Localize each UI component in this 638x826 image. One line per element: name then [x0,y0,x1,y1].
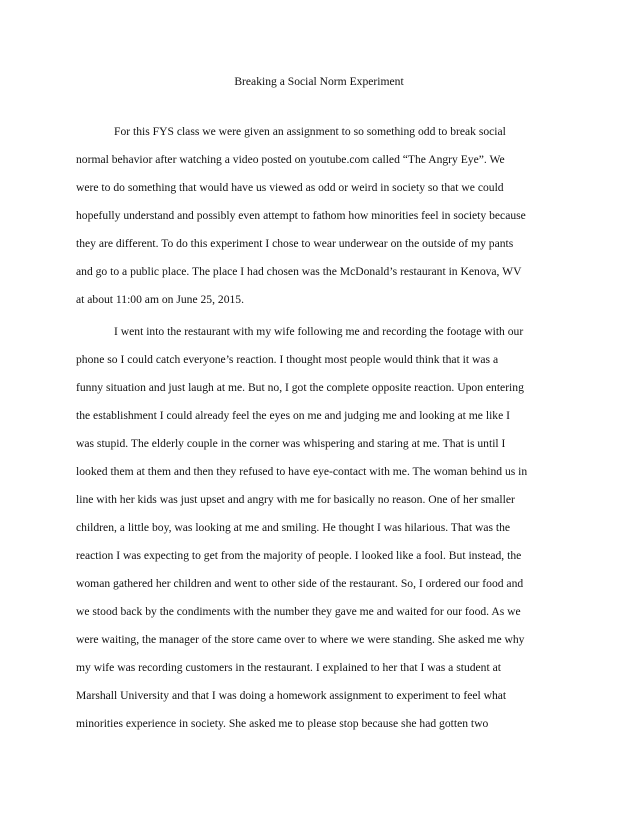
paragraph-2-line-14: Marshall University and that I was doing a homework assignment to experiment to feel what [76,689,507,702]
paragraph-2-line-2: phone so I could catch everyone’s reaction. I thought most people would think that it was a [76,353,499,366]
paragraph-1-line-7: at about 11:00 am on June 25, 2015. [76,293,244,306]
paragraph-2-line-10: woman gathered her children and went to other side of the restaurant. So, I ordered our food and [76,577,524,590]
paragraph-2-line-7: line with her kids was just upset and angry with me for basically no reason. One of her smaller [76,493,515,506]
paragraph-1-line-2: normal behavior after watching a video posted on youtube.com called “The Angry Eye”. We [76,153,505,166]
paragraph-2-line-11: we stood back by the condiments with the number they gave me and waited for our food. As we [76,605,521,618]
paragraph-2-line-8: children, a little boy, was looking at me and smiling. He thought I was hilarious. That was the [76,521,511,534]
paragraph-2-line-6: looked them at them and then they refused to have eye-contact with me. The woman behind us in [76,465,528,478]
paragraph-1-line-4: hopefully understand and possibly even attempt to fathom how minorities feel in society because [76,209,526,222]
paragraph-1-line-5: they are different. To do this experiment I chose to wear underwear on the outside of my pants [76,237,514,250]
paragraph-2-line-13: my wife was recording customers in the restaurant. I explained to her that I was a student at [76,661,501,674]
paragraph-1-line-3: were to do something that would have us viewed as odd or weird in society so that we could [76,181,504,194]
document-title: Breaking a Social Norm Experiment [234,75,404,88]
paragraph-2-line-5: was stupid. The elderly couple in the corner was whispering and staring at me. That is until I [76,437,506,450]
paragraph-2-line-12: were waiting, the manager of the store came over to where we were standing. She asked me why [76,633,525,646]
paragraph-2-line-9: reaction I was expecting to get from the majority of people. I looked like a fool. But instead, the [76,549,522,562]
paragraph-2-line-1: I went into the restaurant with my wife following me and recording the footage with our [114,325,524,338]
paragraph-1-line-6: and go to a public place. The place I had chosen was the McDonald’s restaurant in Kenova, WV [76,265,522,278]
paragraph-1-line-1: For this FYS class we were given an assignment to so something odd to break social [114,125,506,138]
paragraph-2-line-3: funny situation and just laugh at me. But no, I got the complete opposite reaction. Upon entering [76,381,524,394]
paragraph-2-line-4: the establishment I could already feel the eyes on me and judging me and looking at me like I [76,409,510,422]
paragraph-2-line-15: minorities experience in society. She asked me to please stop because she had gotten two [76,717,489,730]
